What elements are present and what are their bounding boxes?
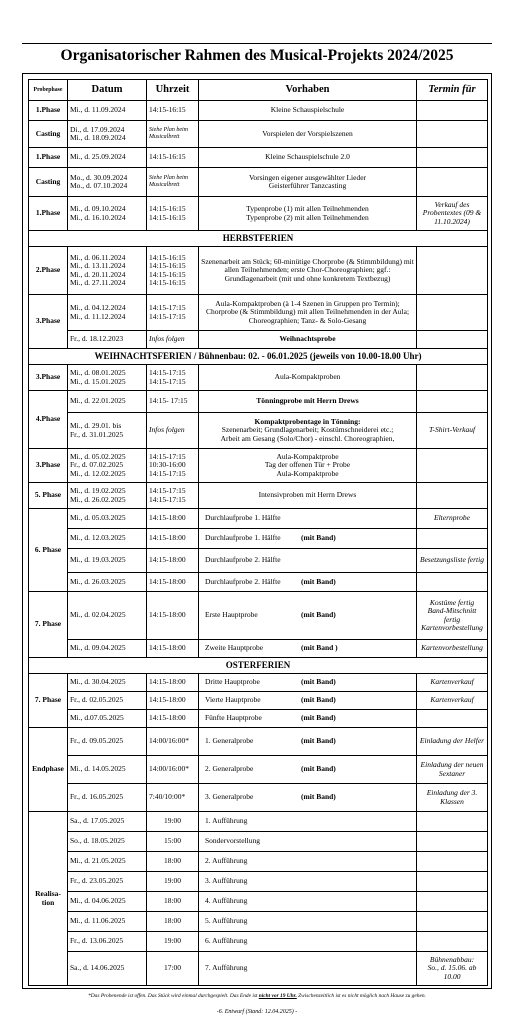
time-cell: 18:00 <box>147 852 199 872</box>
date-cell: Sa., d. 14.06.2025 <box>68 952 147 986</box>
plan-cell <box>199 529 417 549</box>
termin-cell <box>417 483 488 509</box>
date-cell: Mi., d. 14.05.2025 <box>68 756 147 784</box>
time-cell: 19:00 <box>147 932 199 952</box>
termin-cell: Verkauf des Probentextes (09 & 11.10.2024) <box>417 197 488 231</box>
plan-text: Durchlaufprobe 2. Hälfte <box>205 555 281 565</box>
date-cell: Fr., d. 16.05.2025 <box>68 784 147 812</box>
phase-cell: 2.Phase <box>29 247 68 295</box>
termin-cell: Elternprobe <box>417 509 488 529</box>
termin-cell <box>417 573 488 592</box>
plan-cell: Aula-Kompaktprobe Tag der offenen Tür + Probe Aula-Kompaktprobe <box>199 449 417 483</box>
table-row <box>29 413 488 449</box>
footnote <box>0 993 514 999</box>
header-datum: Datum <box>68 80 147 101</box>
time-cell: 14:00/16:00* <box>147 756 199 784</box>
table-row <box>29 168 488 197</box>
table-row <box>29 509 488 529</box>
table-row <box>29 331 488 349</box>
time-cell: 14:15- 17:15 <box>147 391 199 413</box>
time-cell: 19:00 <box>147 872 199 892</box>
phase-cell: 3.Phase <box>29 365 68 391</box>
termin-cell <box>417 148 488 168</box>
band-label: (mit Band) <box>301 695 336 705</box>
plan-cell <box>199 509 417 529</box>
plan-cell: Kleine Schauspielschule 2.0 <box>199 148 417 168</box>
time-cell: Infos folgen <box>147 331 199 349</box>
band-label: (mit Band ) <box>301 643 338 653</box>
plan-text: Durchlaufprobe 2. Hälfte <box>205 576 281 586</box>
plan-cell: Vorsingen eigener ausgewählter Lieder Geisterführer Tanzcasting <box>199 168 417 197</box>
phase-cell: 7. Phase <box>29 592 68 658</box>
plan-cell: Tönningprobe mit Herrn Drews <box>199 391 417 413</box>
time-cell: 14:15-18:00 <box>147 674 199 692</box>
date-cell: Mi., d. 22.01.2025 <box>68 391 147 413</box>
table-row <box>29 573 488 592</box>
table-row <box>29 932 488 952</box>
time-cell: 14:15-18:00 <box>147 573 199 592</box>
termin-cell <box>417 832 488 852</box>
plan-text: Erste Hauptprobe <box>205 610 258 620</box>
table-row <box>29 449 488 483</box>
plan-cell: Sondervorstellung <box>199 832 417 852</box>
section-row <box>29 231 488 247</box>
plan-text: Fünfte Hauptprobe <box>205 713 262 723</box>
plan-text: Durchlaufprobe 1. Hälfte <box>205 513 281 523</box>
date-cell: So., d. 18.05.2025 <box>68 832 147 852</box>
section-row <box>29 349 488 365</box>
plan-text: Vierte Hauptprobe <box>205 695 261 705</box>
termin-cell: Einladung der Helfer <box>417 728 488 756</box>
page-number: -6. Entwurf (Stand: 12.04.2025) - <box>216 1009 298 1015</box>
termin-cell <box>417 872 488 892</box>
time-cell: 14:15-17:15 14:15-17:15 <box>147 365 199 391</box>
table-row <box>29 295 488 331</box>
termin-cell <box>417 331 488 349</box>
table-row <box>29 784 488 812</box>
header-vorhaben: Vorhaben <box>199 80 417 101</box>
date-cell: Mi., d. 02.04.2025 <box>68 592 147 640</box>
plan-text: Zweite Hauptprobe <box>205 643 264 653</box>
time-cell: 14:15-18:00 <box>147 640 199 658</box>
plan-cell: Intensivproben mit Herrn Drews <box>199 483 417 509</box>
table-row <box>29 892 488 912</box>
band-label: (mit Band) <box>301 610 336 620</box>
termin-cell <box>417 932 488 952</box>
phase-cell: 5. Phase <box>29 483 68 509</box>
plan-text: 3. Generalprobe <box>205 792 254 802</box>
date-cell: Mi., d. 04.12.2024 Mi., d. 11.12.2024 <box>68 295 147 331</box>
table-row <box>29 101 488 121</box>
date-cell: Fr., d. 23.05.2025 <box>68 872 147 892</box>
table-row <box>29 549 488 573</box>
plan-cell <box>199 728 417 756</box>
header-uhrzeit: Uhrzeit <box>147 80 199 101</box>
header-phase: Probephase <box>29 80 68 101</box>
band-label: (mit Band) <box>301 792 336 802</box>
plan-text: Dritte Hauptprobe <box>205 677 260 687</box>
table-row <box>29 592 488 640</box>
plan-cell <box>199 413 417 449</box>
phase-cell: 1.Phase <box>29 197 68 231</box>
termin-cell <box>417 247 488 295</box>
termin-cell <box>417 852 488 872</box>
time-cell: 14:15-17:15 10:30-16:00 14:15-17:15 <box>147 449 199 483</box>
plan-cell: 7. Aufführung <box>199 952 417 986</box>
table-row <box>29 852 488 872</box>
date-cell: Fr., d. 18.12.2023 <box>68 331 147 349</box>
plan-cell <box>199 784 417 812</box>
table-row <box>29 121 488 148</box>
plan-cell: 3. Aufführung <box>199 872 417 892</box>
date-cell: Mi., d. 11.06.2025 <box>68 912 147 932</box>
section-weihnachtsferien: WEIHNACHTSFERIEN / Bühnenbau: 02. - 06.01.2025 (jeweils von 10.00-18.00 Uhr) <box>29 349 488 365</box>
phase-cell: 3.Phase <box>29 295 68 349</box>
section-herbstferien: HERBSTFERIEN <box>29 231 488 247</box>
plan-cell: 4. Aufführung <box>199 892 417 912</box>
termin-cell <box>417 168 488 197</box>
plan-cell <box>199 756 417 784</box>
table-row <box>29 391 488 413</box>
header-termin: Termin für <box>417 80 488 101</box>
plan-cell <box>199 710 417 728</box>
phase-cell: Casting <box>29 121 68 148</box>
time-cell: 15:00 <box>147 832 199 852</box>
date-cell: Fr., d. 13.06.2025 <box>68 932 147 952</box>
table-row <box>29 674 488 692</box>
time-cell: 14:15-18:00 <box>147 509 199 529</box>
date-cell: Mi., d. 30.04.2025 <box>68 674 147 692</box>
table-row <box>29 483 488 509</box>
date-cell: Mi., d. 21.05.2025 <box>68 852 147 872</box>
date-cell: Mi., d. 19.02.2025 Mi., d. 26.02.2025 <box>68 483 147 509</box>
termin-cell <box>417 295 488 331</box>
footnote-post: Zwischenzeitlich ist es nicht möglich nach Hause zu gehen. <box>296 993 426 999</box>
termin-cell <box>417 812 488 832</box>
table-row <box>29 756 488 784</box>
plan-cell <box>199 674 417 692</box>
plan-cell <box>199 640 417 658</box>
table-row <box>29 728 488 756</box>
band-label: (mit Band) <box>301 764 336 774</box>
plan-cell: 2. Aufführung <box>199 852 417 872</box>
plan-text: 1. Generalprobe <box>205 736 254 746</box>
date-cell: Mi., d. 04.06.2025 <box>68 892 147 912</box>
date-cell: Mi., d. 05.02.2025 Fr., d. 07.02.2025 Mi., d. 12.02.2025 <box>68 449 147 483</box>
termin-cell <box>417 121 488 148</box>
table-row <box>29 952 488 986</box>
band-label: (mit Band) <box>301 533 336 543</box>
date-cell: Mi., d. 05.03.2025 <box>68 509 147 529</box>
plan-cell: Vorspielen der Vorspielszenen <box>199 121 417 148</box>
table-row <box>29 640 488 658</box>
section-osterferien: OSTERFERIEN <box>29 658 488 674</box>
date-cell: Sa., d. 17.05.2025 <box>68 812 147 832</box>
plan-cell: 5. Aufführung <box>199 912 417 932</box>
table-row <box>29 148 488 168</box>
plan-cell: Aula-Kompaktproben (à 1-4 Szenen in Gruppen pro Termin); Chorprobe (& Stimmbildung) mit allen Teilnehmenden in der Aula; Choreographien; Tanz- & Solo-Gesang <box>199 295 417 331</box>
table-row <box>29 832 488 852</box>
header-row <box>29 80 488 101</box>
date-cell: Mo., d. 30.09.2024 Mo., d. 07.10.2024 <box>68 168 147 197</box>
termin-cell: Kartenverkauf <box>417 674 488 692</box>
phase-cell: 3.Phase <box>29 449 68 483</box>
date-cell: Fr., d. 02.05.2025 <box>68 692 147 710</box>
date-cell: Mi., d. 11.09.2024 <box>68 101 147 121</box>
plan-text: Szenenarbeit; Grundlagenarbeit; Kostümschneiderei etc.; Arbeit am Gesang (Solo/Chor) - einschl. Choreographien, <box>220 425 395 443</box>
time-cell: 14:15-16:15 <box>147 148 199 168</box>
termin-cell: Kostüme fertig Band-Mitschnitt fertig Kartenvorbestellung <box>417 592 488 640</box>
phase-cell: 4.Phase <box>29 391 68 449</box>
termin-cell: Bühnenabbau: So., d. 15.06. ab 10.00 <box>417 952 488 986</box>
plan-cell: Aula-Kompaktproben <box>199 365 417 391</box>
date-cell: Mi., d. 08.01.2025 Mi., d. 15.01.2025 <box>68 365 147 391</box>
date-cell: Mi., d. 19.03.2025 <box>68 549 147 573</box>
date-cell: Fr., d. 09.05.2025 <box>68 728 147 756</box>
date-cell: Mi., d. 26.03.2025 <box>68 573 147 592</box>
termin-cell <box>417 529 488 549</box>
band-label: (mit Band) <box>301 677 336 687</box>
table-row <box>29 247 488 295</box>
time-cell: 14:15-17:15 14:15-17:15 <box>147 483 199 509</box>
phase-cell: 6. Phase <box>29 509 68 592</box>
plan-title: Kompaktprobentage in Tönning: <box>254 417 361 427</box>
page-title: Organisatorischer Rahmen des Musical-Projekts 2024/2025 <box>22 43 492 65</box>
table-row <box>29 872 488 892</box>
termin-cell <box>417 710 488 728</box>
time-cell: 18:00 <box>147 892 199 912</box>
band-label: (mit Band) <box>301 576 336 586</box>
phase-cell: Endphase <box>29 728 68 812</box>
termin-cell <box>417 892 488 912</box>
plan-cell: Szenenarbeit am Stück; 60-minütige Chorprobe (& Stimmbildung) mit allen Teilnehmenden; erste Chor-Choreographien; ggf.: Grundlagenarbeit (mit und ohne konkretem Textbezug) <box>199 247 417 295</box>
date-cell: Mi., d. 29.01. bis Fr., d. 31.01.2025 <box>68 413 147 449</box>
schedule-table <box>28 79 488 986</box>
time-cell: 14:15-18:00 <box>147 529 199 549</box>
phase-cell: 1.Phase <box>29 101 68 121</box>
date-cell: Mi., d. 09.04.2025 <box>68 640 147 658</box>
table-row <box>29 710 488 728</box>
time-cell: 7:40/10:00* <box>147 784 199 812</box>
termin-cell: T-Shirt-Verkauf <box>417 413 488 449</box>
plan-cell: 1. Aufführung <box>199 812 417 832</box>
time-cell: Siehe Plan beim Musicalbrett <box>147 121 199 148</box>
time-cell: Siehe Plan beim Musicalbrett <box>147 168 199 197</box>
table-row <box>29 912 488 932</box>
plan-cell <box>199 592 417 640</box>
termin-cell: Kartenvorbestellung <box>417 640 488 658</box>
date-cell: Mi., d. 09.10.2024 Mi., d. 16.10.2024 <box>68 197 147 231</box>
time-cell: 17:00 <box>147 952 199 986</box>
time-cell: Infos folgen <box>147 413 199 449</box>
plan-cell: Kleine Schauspielschule <box>199 101 417 121</box>
time-cell: 14:15-18:00 <box>147 592 199 640</box>
table-row <box>29 365 488 391</box>
time-cell: 14:00/16:00* <box>147 728 199 756</box>
phase-cell: 1.Phase <box>29 148 68 168</box>
date-cell: Mi., d. 06.11.2024 Mi., d. 13.11.2024 Mi., d. 20.11.2024 Mi., d. 27.11.2024 <box>68 247 147 295</box>
time-cell: 14:15-16:15 <box>147 101 199 121</box>
time-cell: 14:15-16:15 14:15-16:15 <box>147 197 199 231</box>
plan-cell: Typenprobe (1) mit allen Teilnehmenden Typenprobe (2) mit allen Teilnehmenden <box>199 197 417 231</box>
table-row <box>29 197 488 231</box>
date-cell: Mi., d. 12.03.2025 <box>68 529 147 549</box>
plan-cell: 6. Aufführung <box>199 932 417 952</box>
time-cell: 14:15-18:00 <box>147 710 199 728</box>
time-cell: 14:15-17:15 14:15-17:15 <box>147 295 199 331</box>
phase-cell: Casting <box>29 168 68 197</box>
phase-cell: 7. Phase <box>29 674 68 728</box>
table-row <box>29 812 488 832</box>
date-cell: Mi., d. 25.09.2024 <box>68 148 147 168</box>
plan-cell <box>199 573 417 592</box>
table-row <box>29 692 488 710</box>
time-cell: 14:15-18:00 <box>147 549 199 573</box>
date-cell: Mi., d.07.05.2025 <box>68 710 147 728</box>
plan-text: Durchlaufprobe 1. Hälfte <box>205 533 281 543</box>
time-cell: 14:15-18:00 <box>147 692 199 710</box>
plan-cell <box>199 549 417 573</box>
termin-cell: Einladung der 3. Klassen <box>417 784 488 812</box>
phase-cell: Realisa- tion <box>29 812 68 986</box>
termin-cell: Besetzungsliste fertig <box>417 549 488 573</box>
footnote-emph: nicht vor 19 Uhr. <box>258 993 297 999</box>
table-row <box>29 529 488 549</box>
termin-cell <box>417 101 488 121</box>
time-cell: 14:15-16:15 14:15-16:15 14:15-16:15 14:15-16:15 <box>147 247 199 295</box>
termin-cell <box>417 365 488 391</box>
footnote-pre: *Das Probenende ist offen. Das Stück wird einmal durchgespielt. Das Ende ist <box>88 993 259 999</box>
termin-cell: Kartenverkauf <box>417 692 488 710</box>
time-cell: 19:00 <box>147 812 199 832</box>
plan-text: 2. Generalprobe <box>205 764 254 774</box>
termin-cell <box>417 912 488 932</box>
termin-cell <box>417 449 488 483</box>
time-cell: 18:00 <box>147 912 199 932</box>
termin-cell <box>417 391 488 413</box>
plan-cell: Weihnachtsprobe <box>199 331 417 349</box>
termin-cell: Einladung der neuen Sextaner <box>417 756 488 784</box>
band-label: (mit Band) <box>301 736 336 746</box>
plan-cell <box>199 692 417 710</box>
date-cell: Di., d. 17.09.2024 Mi., d. 18.09.2024 <box>68 121 147 148</box>
band-label: (mit Band) <box>301 713 336 723</box>
section-row <box>29 658 488 674</box>
